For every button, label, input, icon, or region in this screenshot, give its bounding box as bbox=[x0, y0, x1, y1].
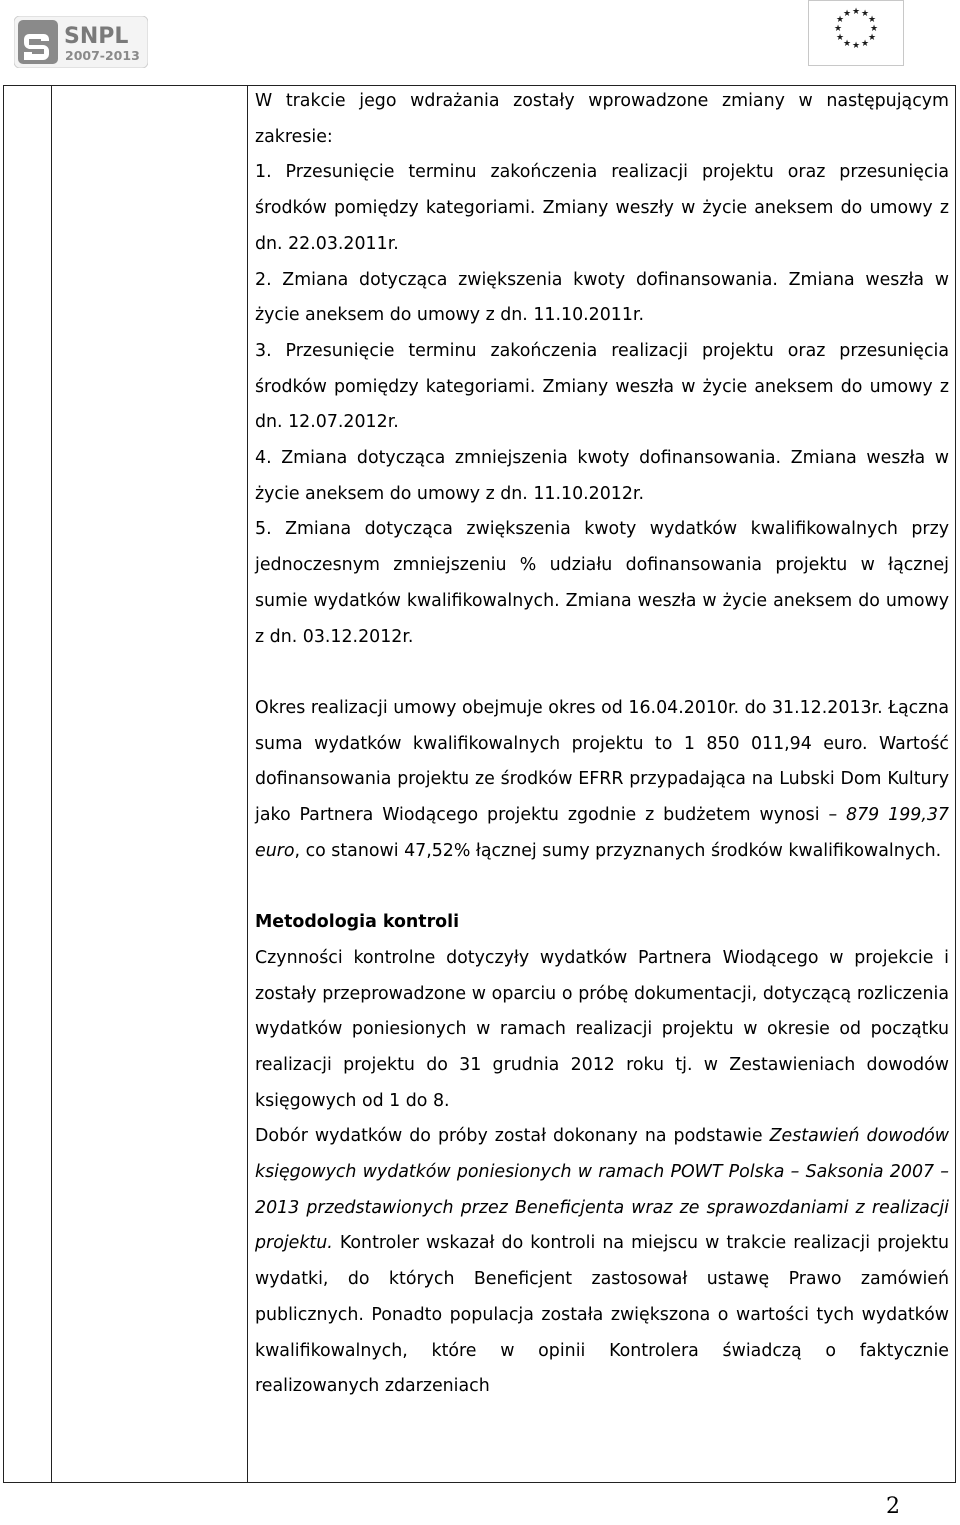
list-item: 3. Przesunięcie terminu zakończenia realizacji projektu oraz przesunięcia środków pomiędzy kategoriami. Zmiany weszła w życie aneksem do umowy z dn. 12.07.2012r. bbox=[255, 340, 949, 433]
snpl-logo bbox=[14, 16, 148, 68]
period-text-b: , co stanowi 47,52% łącznej sumy przyznanych środków kwalifikowalnych. bbox=[294, 840, 942, 861]
list-item: 2. Zmiana dotycząca zwiększenia kwoty dofinansowania. Zmiana weszła w życie aneksem do umowy z dn. 11.10.2011r. bbox=[255, 269, 949, 326]
column-divider-1 bbox=[51, 85, 52, 1483]
snpl-logo-years: 2007-2013 bbox=[65, 48, 140, 63]
svg-text:★: ★ bbox=[851, 41, 861, 51]
column-divider-2 bbox=[247, 85, 248, 1483]
svg-text:★: ★ bbox=[860, 39, 870, 49]
svg-text:★: ★ bbox=[842, 39, 852, 49]
method2-text-a: Dobór wydatków do próby został dokonany na podstawie bbox=[255, 1126, 770, 1147]
eu-flag-logo bbox=[808, 0, 904, 66]
methodology-heading: Metodologia kontroli bbox=[255, 912, 460, 933]
svg-text:★: ★ bbox=[867, 33, 877, 43]
methodology-paragraph-1: Czynności kontrolne dotyczyły wydatków Partnera Wiodącego w projekcie i zostały przeprowadzone w oparciu o próbę dokumentacji, dotyczącą rozliczenia wydatków poniesionych w ramach realizacji projektu w okresie od początku realizacji projektu do 31 grudnia 2012 roku tj. w Zestawieniach dowodów księgowych od 1 do 8. bbox=[255, 947, 949, 1111]
svg-text:★: ★ bbox=[860, 9, 870, 19]
svg-text:★: ★ bbox=[842, 9, 852, 19]
svg-text:★: ★ bbox=[869, 24, 879, 34]
svg-text:★: ★ bbox=[851, 7, 861, 17]
svg-text:★: ★ bbox=[835, 33, 845, 43]
realization-period-paragraph bbox=[255, 691, 949, 870]
list-item: 4. Zmiana dotycząca zmniejszenia kwoty dofinansowania. Zmiana weszła w życie aneksem do umowy z dn. 11.10.2012r. bbox=[255, 448, 949, 504]
eu-stars-icon bbox=[809, 1, 903, 65]
svg-text:★: ★ bbox=[867, 15, 877, 25]
funding-amount: 879 199,37 euro bbox=[255, 805, 949, 861]
method2-italic-text: Zestawień dowodów księgowych wydatków poniesionych w ramach POWT Polska – Saksonia 2007 – 2013 przedstawionych przez Beneficjenta wraz ze sprawozdaniami z realizacji projektu. bbox=[255, 1126, 949, 1254]
period-text-a: Okres realizacji umowy obejmuje okres od 16.04.2010r. do 31.12.2013r. Łączna suma wydatków kwalifikowalnych projektu to 1 850 011,94 euro. Wartość dofinansowania projektu ze środków EFRR przypadająca na Lubski Dom Kultury jako Partnera Wiodącego projektu zgodnie z budżetem wynosi – bbox=[255, 697, 949, 826]
snpl-logo-name: SNPL bbox=[64, 24, 129, 49]
method2-text-b: Kontroler wskazał do kontroli na miejscu w trakcie realizacji projektu wydatki, do których Beneficjent zastosował ustawę Prawo zamówień publicznych. Ponadto populacja została zwiększona o wartości tych wydatków kwalifikowalnych, które w opinii Kontrolera świadczą o faktycznie realizowanych zdarzeniach bbox=[255, 1233, 949, 1397]
methodology-paragraph-2 bbox=[255, 1119, 949, 1405]
intro-paragraph: W trakcie jego wdrażania zostały wprowadzone zmiany w następującym zakresie: bbox=[255, 91, 949, 147]
list-item: 5. Zmiana dotycząca zwiększenia kwoty wydatków kwalifikowalnych przy jednoczesnym zmniejszeniu % udziału dofinansowania projektu w łącznej sumie wydatków kwalifikowalnych. Zmiana weszła w życie aneksem do umowy z dn. 03.12.2012r. bbox=[255, 519, 949, 647]
svg-text:★: ★ bbox=[833, 24, 843, 34]
content-cell bbox=[255, 84, 949, 1405]
list-item: 1. Przesunięcie terminu zakończenia realizacji projektu oraz przesunięcia środków pomiędzy kategoriami. Zmiany weszły w życie aneksem do umowy z dn. 22.03.2011r. bbox=[255, 162, 949, 254]
svg-text:★: ★ bbox=[835, 15, 845, 25]
page-number: 2 bbox=[886, 1494, 900, 1519]
